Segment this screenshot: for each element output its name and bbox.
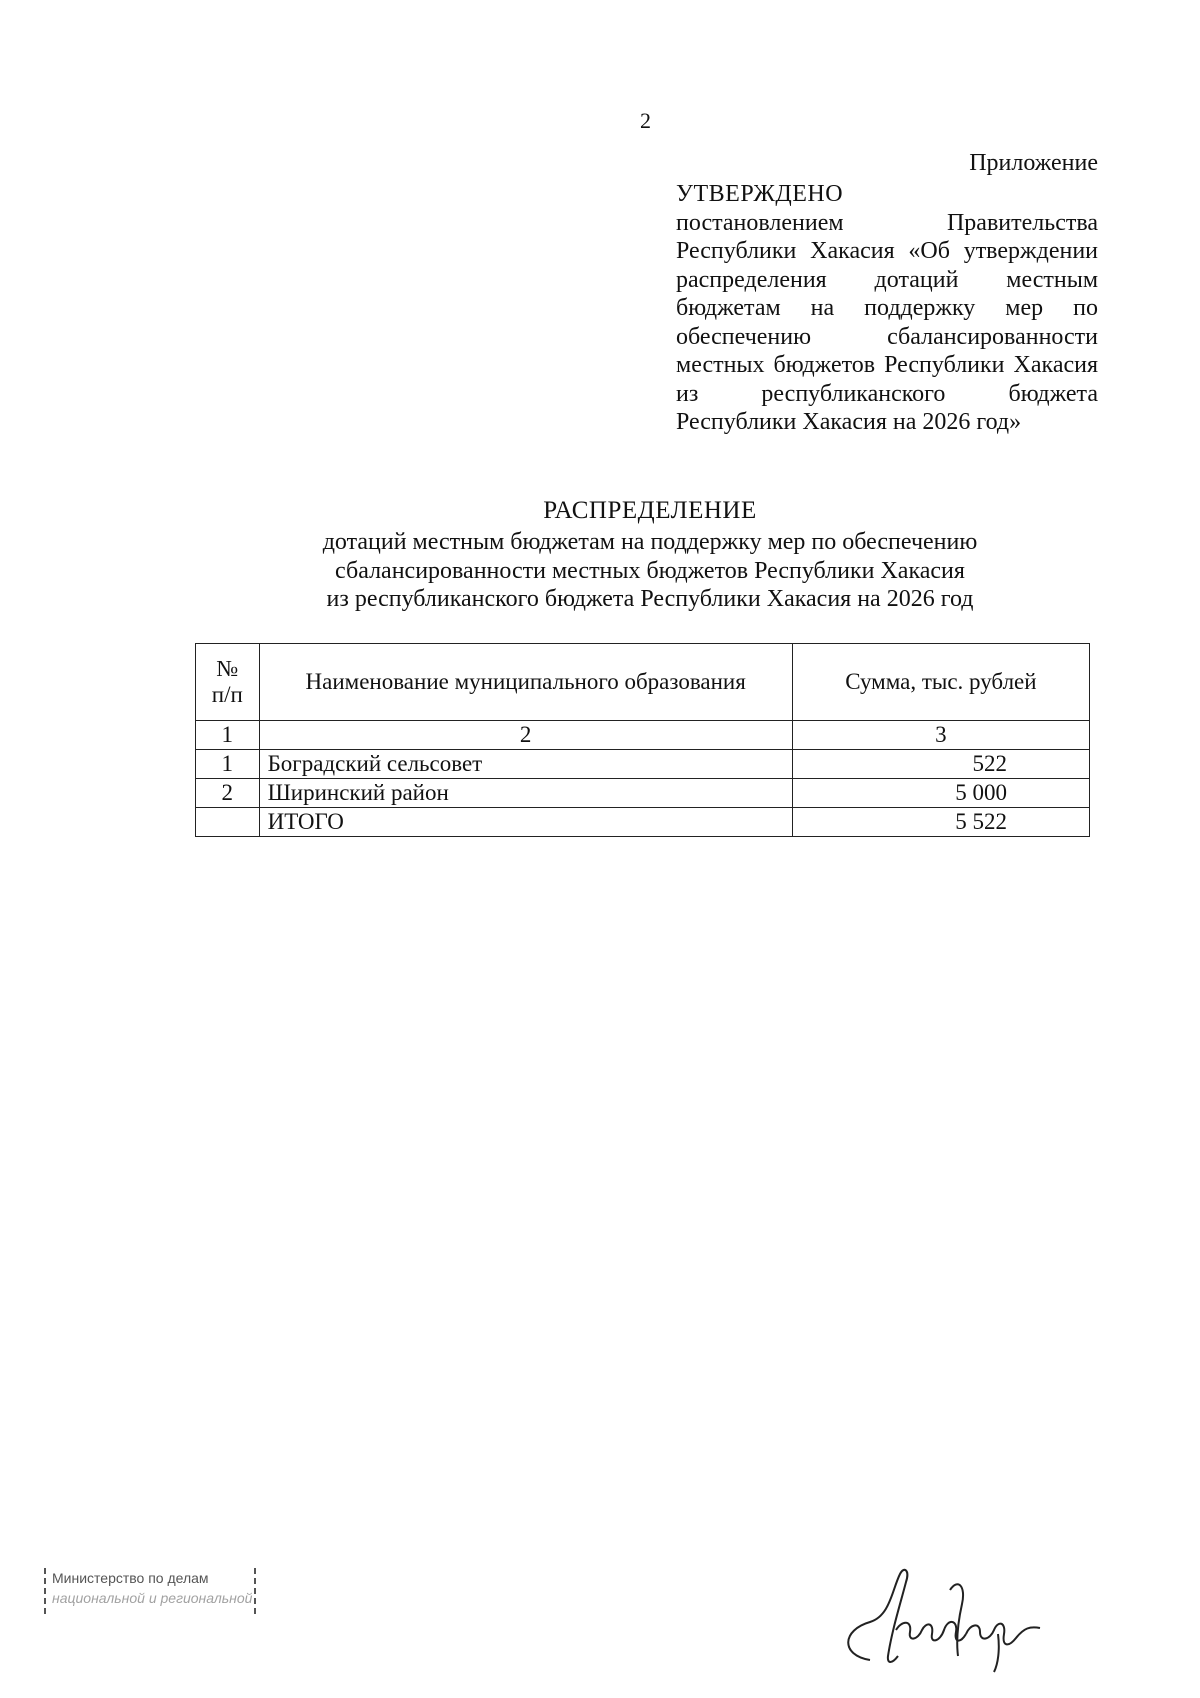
row-number [196, 808, 260, 837]
column-index-cell: 2 [259, 721, 792, 750]
row-sum: 5 000 [792, 779, 1089, 808]
row-number: 2 [196, 779, 260, 808]
total-sum: 5 522 [792, 808, 1089, 837]
header-name: Наименование муниципального образования [259, 644, 792, 721]
table-header-row [196, 644, 1090, 721]
header-number [196, 644, 260, 721]
total-row [196, 808, 1090, 837]
total-label: ИТОГО [259, 808, 792, 837]
column-index-row [196, 721, 1090, 750]
table-row [196, 779, 1090, 808]
approval-text: постановлением Правительства Республики Хакасия «Об утверждении распределения дотаций местным бюджетам на поддержку мер по обеспечению сбалансированности местных бюджетов Республики Хакасия из республиканского бюджета Республики Хакасия на 2026 год» [676, 209, 1098, 435]
row-number: 1 [196, 750, 260, 779]
stamp-line: национальной и региональной [52, 1590, 253, 1606]
stamp-line: Министерство по делам [52, 1570, 209, 1586]
header-sum: Сумма, тыс. рублей [792, 644, 1089, 721]
ministry-stamp [44, 1568, 256, 1614]
handwritten-signature [830, 1560, 1060, 1680]
row-sum: 522 [792, 750, 1089, 779]
document-subtitle [200, 528, 1100, 614]
row-municipality: Боградский сельсовет [259, 750, 792, 779]
header-number-abbr: п/п [211, 682, 243, 707]
row-municipality: Ширинский район [259, 779, 792, 808]
appendix-label: Приложение [969, 150, 1098, 176]
distribution-table [195, 643, 1090, 837]
table-row [196, 750, 1090, 779]
column-index-cell: 1 [196, 721, 260, 750]
approved-heading: УТВЕРЖДЕНО [676, 181, 844, 207]
approval-block [676, 180, 1098, 437]
page-number: 2 [640, 108, 651, 133]
document-title: РАСПРЕДЕЛЕНИЕ [543, 497, 757, 524]
subtitle-line: сбалансированности местных бюджетов Республики Хакасия [335, 557, 965, 584]
column-index-cell: 3 [792, 721, 1089, 750]
subtitle-line: из республиканского бюджета Республики Хакасия на 2026 год [326, 586, 974, 612]
subtitle-line: дотаций местным бюджетам на поддержку мер по обеспечению [322, 529, 978, 555]
header-number-symbol: № [216, 656, 239, 681]
